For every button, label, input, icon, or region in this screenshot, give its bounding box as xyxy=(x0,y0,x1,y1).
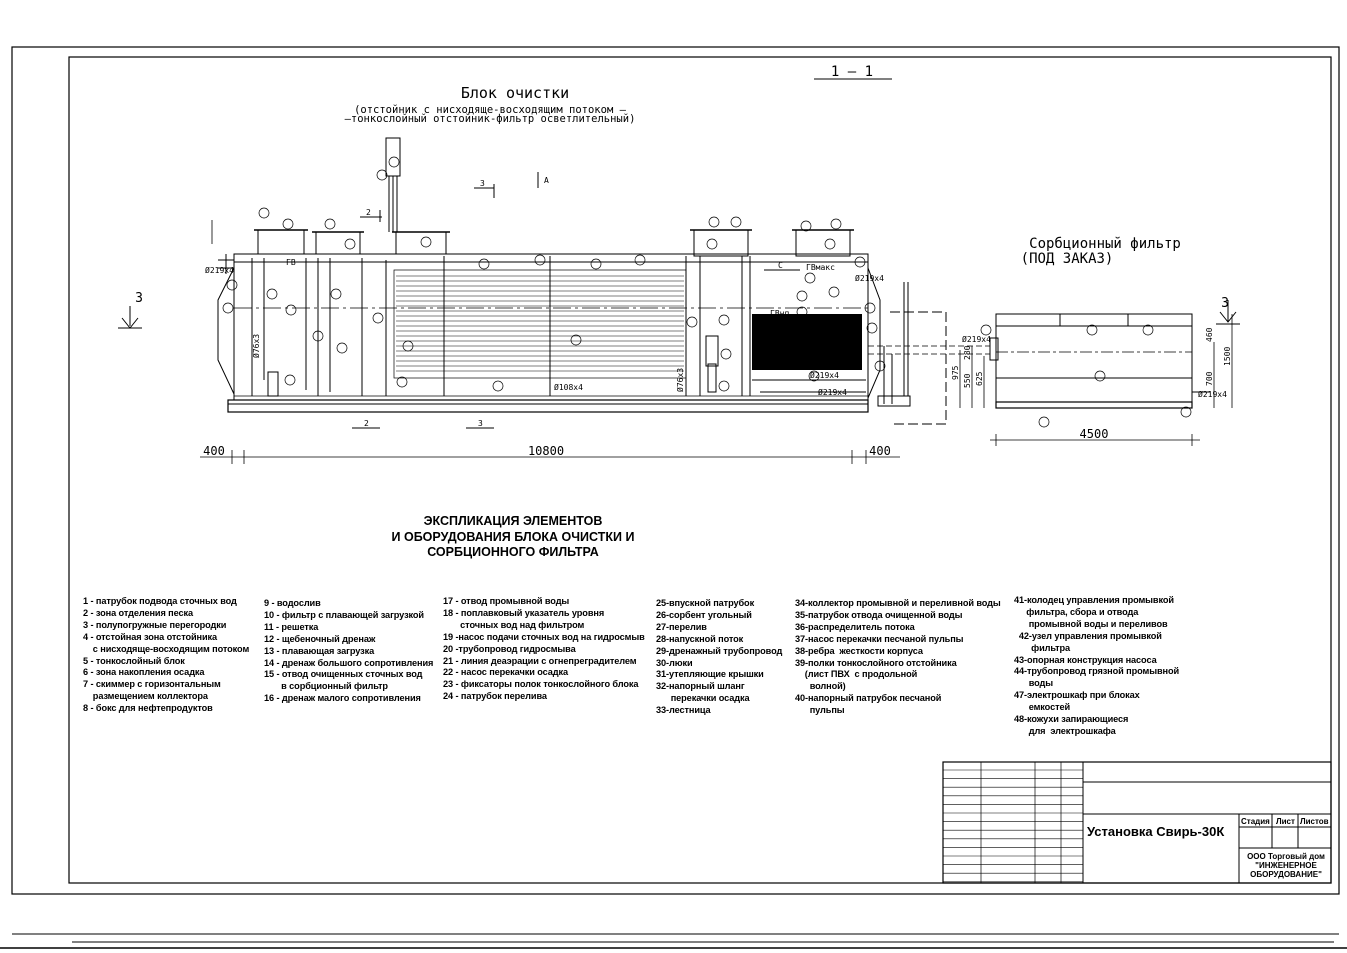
legend-item: 37-насос перекачки песчаной пульпы xyxy=(795,633,964,644)
callout-circle xyxy=(397,377,407,387)
legend-item: 40-напорный патрубок песчаной xyxy=(795,693,942,704)
explication-heading xyxy=(363,514,663,561)
lamella-hatch xyxy=(396,276,684,371)
legend-item: 22 - насос перекачки осадка xyxy=(443,667,568,678)
legend-column-1 xyxy=(83,596,249,715)
pipe-219-outlet: Ø219x4 xyxy=(962,335,991,344)
legend-item: 17 - отвод промывной воды xyxy=(443,596,570,606)
outer-frame xyxy=(12,47,1339,894)
block-title: Блок очистки xyxy=(460,84,570,102)
callout-circle xyxy=(227,280,237,290)
legend-item: 15 - отвод очищенных сточных вод xyxy=(264,669,423,680)
legend-item: сточных вод над фильтром xyxy=(443,619,585,630)
pipe-76-left: Ø76x3 xyxy=(252,333,261,358)
dim-filter-length: 4500 xyxy=(1079,427,1109,441)
legend-item: 4 - отстойная зона отстойника xyxy=(83,631,218,642)
section-mark-3-top: 3 xyxy=(480,179,485,188)
company-line-1: ООО Торговый дом xyxy=(1247,852,1325,861)
legend-item: 41-колодец управления промывкой xyxy=(1014,595,1174,605)
legend-item: 34-коллектор промывной и переливной воды xyxy=(795,598,1001,608)
pipe-219-top-right: Ø219x4 xyxy=(855,274,884,283)
dim-700: 700 xyxy=(1205,371,1214,386)
legend-item: 33-лестница xyxy=(656,705,711,716)
legend-item: 1 - патрубок подвода сточных вод xyxy=(83,596,237,606)
block-subtitle-2: –тонкослойный отстойник-фильтр осветлительный) xyxy=(344,113,636,125)
callout-circle xyxy=(337,343,347,353)
explication-heading-line-1: ЭКСПЛИКАЦИЯ ЭЛЕМЕНТОВ xyxy=(423,514,603,528)
callout-circle xyxy=(325,219,335,229)
legend-item: 27-перелив xyxy=(656,621,707,632)
company-line-2: "ИНЖЕНЕРНОЕ xyxy=(1255,861,1317,870)
legend-item: (лист ПВХ с продольной xyxy=(795,669,918,680)
pipe-108: Ø108x4 xyxy=(554,383,583,392)
callout-markers xyxy=(223,157,1191,427)
dim-460: 460 xyxy=(1205,327,1214,342)
legend-item: 42-узел управления промывкой xyxy=(1014,630,1162,641)
legend-item: 5 - тонкослойный блок xyxy=(83,655,185,666)
callout-circle xyxy=(373,313,383,323)
legend-item: 13 - плавающая загрузка xyxy=(264,645,375,656)
legend-item: 24 - патрубок перелива xyxy=(443,691,547,702)
legend-item: 28-напускной поток xyxy=(656,633,744,644)
callout-circle xyxy=(571,335,581,345)
dim-975: 975 xyxy=(951,365,960,380)
legend-column-4 xyxy=(656,598,782,717)
legend-item: 2 - зона отделения песка xyxy=(83,607,194,618)
legend-item: 3 - полупогружные перегородки xyxy=(83,619,227,630)
callout-circle xyxy=(259,208,269,218)
callout-circle xyxy=(709,217,719,227)
callout-circle xyxy=(479,259,489,269)
stage-label: Стадия xyxy=(1241,817,1270,826)
legend-item: 36-распределитель потока xyxy=(795,621,915,632)
pipe-219-inlet: Ø219x4 xyxy=(205,266,234,275)
legend-item: 12 - щебеночный дренаж xyxy=(264,633,376,644)
legend-item: 19 -насос подачи сточных вод на гидросмыв xyxy=(443,631,645,642)
callout-circle xyxy=(285,375,295,385)
callout-circle xyxy=(829,287,839,297)
section-mark-2-bottom: 2 xyxy=(364,419,369,428)
section-mark-2-top: 2 xyxy=(366,208,371,217)
block-subtitle-1: (отстойник с нисходяще-восходящим потоком – xyxy=(354,104,626,116)
legend-item: фильтра xyxy=(1014,642,1071,653)
pipe-76-right: Ø76x3 xyxy=(676,367,685,392)
callout-circle xyxy=(719,315,729,325)
callout-circle xyxy=(591,259,601,269)
legend-item: 26-сорбент угольный xyxy=(656,609,752,620)
section-mark-3-bottom: 3 xyxy=(478,419,483,428)
callout-circle xyxy=(331,289,341,299)
filter-title-2: (ПОД ЗАКАЗ) xyxy=(1020,251,1114,267)
company-line-3: ОБОРУДОВАНИЕ" xyxy=(1250,870,1322,879)
legend-column-5 xyxy=(795,598,1001,717)
callout-circle xyxy=(535,255,545,265)
section-mark-c: С xyxy=(778,261,783,270)
sheets-label: Листов xyxy=(1300,817,1329,826)
legend-item: 14 - дренаж большого сопротивления xyxy=(264,657,434,668)
callout-circle xyxy=(283,219,293,229)
callout-circle xyxy=(721,349,731,359)
level-gvmax: ГВмакс xyxy=(806,263,835,272)
explication-heading-line-3: СОРБЦИОННОГО ФИЛЬТРА xyxy=(427,545,599,559)
callout-circle xyxy=(267,289,277,299)
legend-column-3 xyxy=(443,596,645,703)
pipe-219-filter-2: Ø219x4 xyxy=(818,388,847,397)
callout-circle xyxy=(389,157,399,167)
legend-item: 21 - линия деаэрации с огнепреградителем xyxy=(443,655,637,666)
section-label: 1 – 1 xyxy=(830,64,874,80)
callout-circle xyxy=(797,291,807,301)
legend-item: 11 - решетка xyxy=(264,621,319,632)
dim-625: 625 xyxy=(975,371,984,386)
legend-item: 18 - поплавковый указатель уровня xyxy=(443,607,605,618)
legend-item: 47-электрошкаф при блоках xyxy=(1014,690,1140,701)
callout-circle xyxy=(286,305,296,315)
legend-item: 30-люки xyxy=(656,657,693,668)
dim-1500: 1500 xyxy=(1223,346,1232,366)
callout-circle xyxy=(731,217,741,227)
callout-circle xyxy=(719,381,729,391)
callout-circle xyxy=(1095,371,1105,381)
legend-item: 9 - водослив xyxy=(264,598,321,608)
legend-item: 6 - зона накопления осадка xyxy=(83,667,205,678)
section-mark-a: A xyxy=(544,176,549,185)
callout-circle xyxy=(825,239,835,249)
legend-item: 16 - дренаж малого сопротивления xyxy=(264,693,421,704)
pipe-219-filter-out: Ø219x4 xyxy=(1198,390,1227,399)
legend-item: 29-дренажный трубопровод xyxy=(656,645,783,656)
legend-item: фильтра, сбора и отвода xyxy=(1014,606,1139,617)
legend-item: 48-кожухи запирающиеся xyxy=(1014,714,1129,725)
legend-column-6 xyxy=(1014,595,1179,738)
dim-550: 550 xyxy=(963,373,972,388)
section-mark-3-left: 3 xyxy=(135,291,143,306)
legend-item: 38-ребра жесткости корпуса xyxy=(795,645,923,656)
legend-item: размещением коллектора xyxy=(83,691,208,702)
callout-circle xyxy=(981,325,991,335)
legend-item: промывной воды и переливов xyxy=(1014,618,1168,629)
project-name: Установка Свирь-30К xyxy=(1087,824,1225,839)
callout-circle xyxy=(421,237,431,247)
legend-item: 32-напорный шланг xyxy=(656,681,745,692)
filter-title-1: Сорбционный фильтр xyxy=(1029,236,1181,252)
legend-item: 44-трубопровод грязной промывной xyxy=(1014,666,1180,677)
dim-left: 400 xyxy=(203,444,225,458)
legend-item: 35-патрубок отвода очищенной воды xyxy=(795,609,963,620)
company-name xyxy=(1241,852,1331,879)
callout-circle xyxy=(831,219,841,229)
callout-circle xyxy=(1039,417,1049,427)
legend-item: 20 -трубопровод гидросмыва xyxy=(443,643,576,654)
legend-item: волной) xyxy=(795,681,846,692)
legend-column-2 xyxy=(264,598,433,705)
legend-item: 43-опорная конструкция насоса xyxy=(1014,654,1157,665)
legend-item: в сорбционный фильтр xyxy=(264,681,388,692)
legend-item: пульпы xyxy=(795,705,845,716)
pipe-219-filter-1: Ø219x4 xyxy=(810,371,839,380)
level-gv: ГВ xyxy=(286,258,296,267)
legend-item: с нисходяще-восходящим потоком xyxy=(83,643,250,654)
section-mark-3-right: 3 xyxy=(1221,296,1229,311)
explication-heading-line-2: И ОБОРУДОВАНИЯ БЛОКА ОЧИСТКИ И xyxy=(391,529,635,544)
level-gvnp: ГВнп xyxy=(770,309,790,318)
legend-item: воды xyxy=(1014,678,1054,689)
callout-circle xyxy=(635,255,645,265)
legend-item: емкостей xyxy=(1014,702,1071,713)
sorption-filter xyxy=(990,314,1210,408)
inner-frame xyxy=(69,57,1331,883)
legend-item: 7 - скиммер с горизонтальным xyxy=(83,679,221,690)
callout-circle xyxy=(493,381,503,391)
legend-item: перекачки осадка xyxy=(656,693,750,704)
legend-item: для электрошкафа xyxy=(1014,725,1116,736)
legend-item: 25-впускной патрубок xyxy=(656,598,755,608)
dim-total: 10800 xyxy=(527,444,565,458)
legend-item: 10 - фильтр с плавающей загрузкой xyxy=(264,609,424,620)
callout-circle xyxy=(707,239,717,249)
dim-right: 400 xyxy=(869,444,891,458)
callout-circle xyxy=(345,239,355,249)
callout-circle xyxy=(223,303,233,313)
legend-item: 8 - бокс для нефтепродуктов xyxy=(83,703,213,714)
legend-item: 23 - фиксаторы полок тонкослойного блока xyxy=(443,679,639,690)
callout-circle xyxy=(687,317,697,327)
callout-circle xyxy=(805,273,815,283)
legend-item: 39-полки тонкослойного отстойника xyxy=(795,657,957,668)
sheet-label: Лист xyxy=(1276,817,1295,826)
legend-item: 31-утепляющие крышки xyxy=(656,669,764,680)
dim-280: 280 xyxy=(963,345,972,360)
